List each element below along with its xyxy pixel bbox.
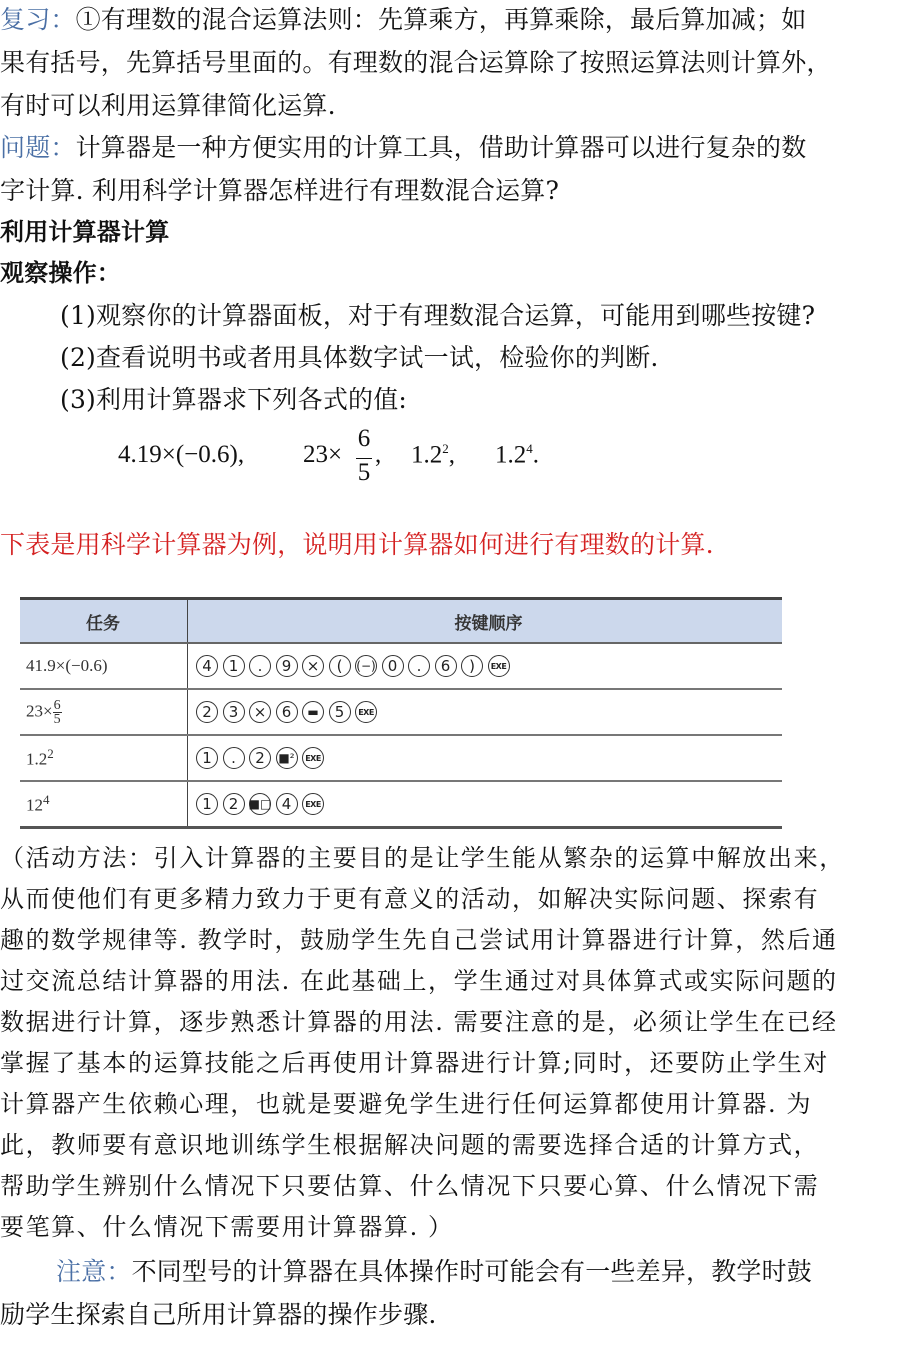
expr-3-suffix: , [448,441,455,469]
review-paragraph-line1 [0,0,806,40]
task-cell [20,735,188,781]
activity-line: 数据进行计算，逐步熟悉计算器的用法. 需要注意的是，必须让学生在已经 [0,1008,838,1036]
key-fraction-icon: ▬ [302,701,324,723]
activity-line: 计算器产生依赖心理，也就是要避免学生进行任何运算都使用计算器. 为 [0,1090,813,1118]
task-fraction-numerator: 6 [53,697,61,713]
task-fraction-denominator: 5 [53,711,61,727]
key-6: 6 [276,701,298,723]
note-line1 [56,1252,812,1292]
expr-3-exponent: 2 [442,441,449,456]
key-close-paren: ) [461,655,483,677]
table-row [20,735,782,781]
activity-line: 掌握了基本的运算技能之后再使用计算器进行计算;同时，还要防止学生对 [0,1049,829,1077]
key-6: 6 [435,655,457,677]
key-exe: EXE [355,701,377,723]
expr-4 [495,441,539,469]
note-label: 注意： [56,1257,132,1286]
keys-cell [188,689,783,735]
expr-2-suffix: , [375,441,382,468]
question-paragraph-line1 [0,128,806,168]
key-decimal: . [249,655,271,677]
key-negative: (−) [355,655,377,677]
table-row [20,643,782,689]
task-fraction [53,699,62,726]
activity-line: 此，教师要有意识地训练学生根据解决问题的需要选择合适的计算方式， [0,1131,820,1159]
key-5: 5 [329,701,351,723]
review-label: 复习： [0,5,76,34]
task-cell [20,781,188,828]
expr-4-exponent: 4 [526,441,533,456]
note-text: 不同型号的计算器在具体操作时可能会有一些差异，教学时鼓 [131,1257,813,1286]
question-paragraph-line2: 字计算. 利用科学计算器怎样进行有理数混合运算? [0,176,560,205]
expr-3-base: 1.2 [411,441,443,469]
key-exe: EXE [302,747,324,769]
key-sequence-table [20,597,782,829]
task-prefix: 23× [26,700,53,720]
key-decimal: . [223,747,245,769]
table-row [20,689,782,735]
review-paragraph-line2: 果有括号，先算括号里面的。有理数的混合运算除了按照运算法则计算外， [0,48,832,77]
table-row [20,781,782,828]
keys-cell [188,735,783,781]
key-1: 1 [196,793,218,815]
step-2: (2)查看说明书或者用具体数字试一试，检验你的判断. [60,343,659,372]
expr-4-suffix: . [532,441,539,469]
task-cell [20,689,188,735]
activity-line: （活动方法：引入计算器的主要目的是让学生能从繁杂的运算中解放出来， [0,844,845,872]
subsection-heading: 观察操作： [0,259,121,287]
key-9: 9 [276,655,298,677]
key-2: 2 [249,747,271,769]
key-multiply: × [302,655,324,677]
key-2: 2 [223,793,245,815]
key-open-paren: ( [329,655,351,677]
task-exponent: 2 [47,746,54,762]
task-cell: 41.9×(−0.6) [20,643,188,689]
activity-line: 趣的数学规律等. 教学时，鼓励学生先自己尝试用计算器进行计算，然后通 [0,926,838,954]
fraction-numerator: 6 [357,425,371,452]
key-4: 4 [196,655,218,677]
key-0: 0 [382,655,404,677]
fraction-denominator: 5 [357,459,371,486]
keys-cell [188,781,783,828]
activity-line: 过交流总结计算器的用法. 在此基础上，学生通过对具体算式或实际问题的 [0,967,838,995]
task-base: 12 [26,795,43,815]
key-3: 3 [223,701,245,723]
key-1: 1 [223,655,245,677]
expr-2-prefix: 23× [303,441,343,468]
task-base: 1.2 [26,749,48,769]
activity-line: 帮助学生辨别什么情况下只要估算、什么情况下只要心算、什么情况下需 [0,1172,820,1200]
key-exe: EXE [488,655,510,677]
activity-line: 从而使他们有更多精力致力于更有意义的活动，如解决实际问题、探索有 [0,885,820,913]
keys-cell [188,643,783,689]
key-power-icon: ■□ [249,793,271,815]
expr-4-base: 1.2 [495,441,527,469]
expr-3 [411,441,455,469]
review-paragraph-line3: 有时可以利用运算律简化运算. [0,91,336,120]
key-4: 4 [276,793,298,815]
key-2: 2 [196,701,218,723]
review-text: ①有理数的混合运算法则：先算乘方，再算乘除，最后算加减；如 [75,5,807,34]
question-text: 计算器是一种方便实用的计算工具，借助计算器可以进行复杂的数 [75,133,807,162]
table-header-row [20,599,782,644]
step-3: (3)利用计算器求下列各式的值: [60,385,408,414]
activity-line: 要笔算、什么情况下需要用计算器算. ） [0,1213,454,1241]
question-label: 问题： [0,133,76,162]
task-exponent: 4 [43,792,50,808]
header-key-sequence: 按键顺序 [188,599,783,644]
key-multiply: × [249,701,271,723]
header-task: 任务 [20,599,188,644]
section-heading: 利用计算器计算 [0,218,170,246]
step-1: (1)观察你的计算器面板，对于有理数混合运算，可能用到哪些按键? [60,301,816,330]
table-intro: 下表是用科学计算器为例，说明用计算器如何进行有理数的计算. [0,530,714,559]
key-decimal: . [408,655,430,677]
expr-1: 4.19×(−0.6), [118,441,245,468]
key-square-icon: ■² [276,747,298,769]
key-1: 1 [196,747,218,769]
key-exe: EXE [302,793,324,815]
note-line2: 励学生探索自己所用计算器的操作步骤. [0,1300,437,1329]
